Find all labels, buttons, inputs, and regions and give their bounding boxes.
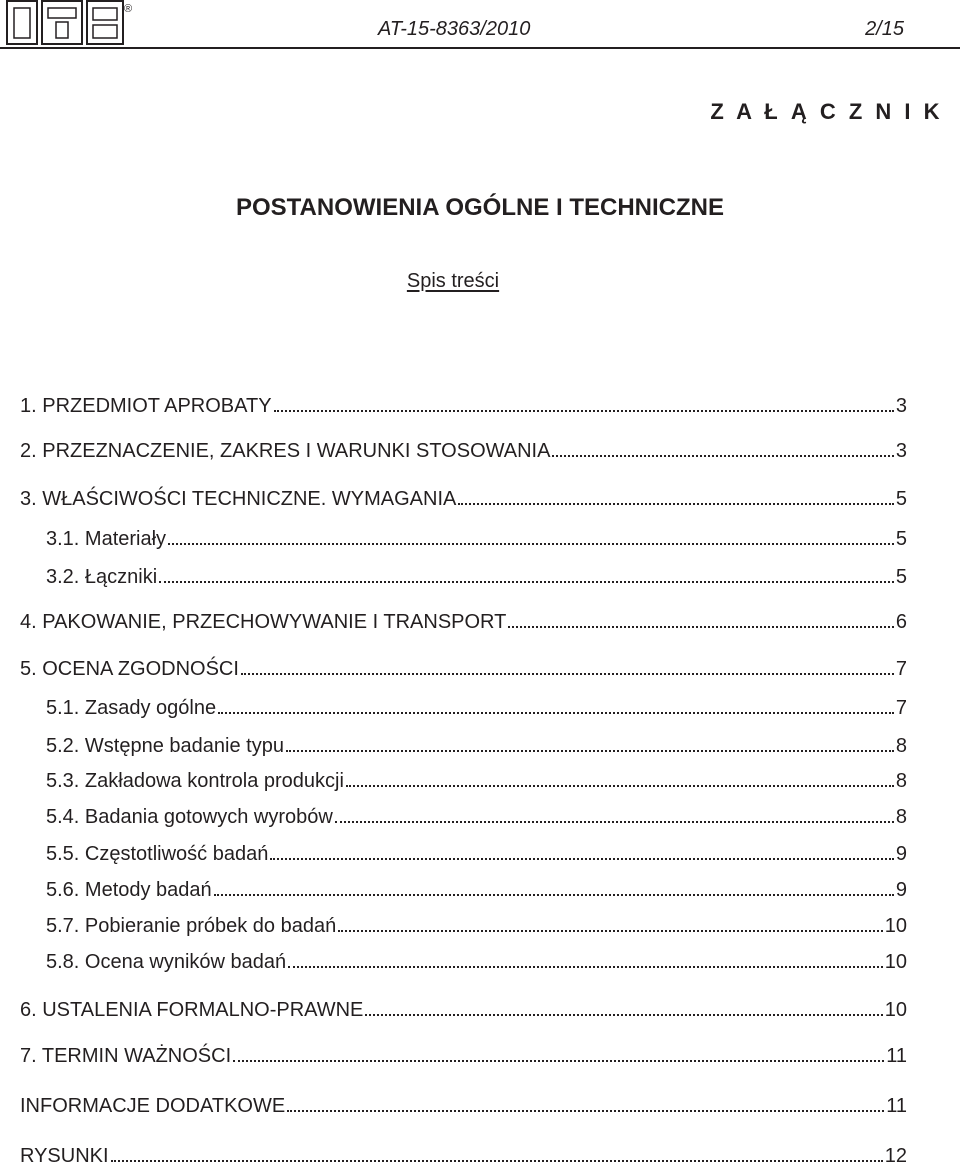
registered-mark: ®: [124, 3, 132, 15]
toc-entry[interactable]: [20, 438, 907, 464]
toc-entry[interactable]: [46, 733, 907, 759]
toc-entry-label: 5.5. Częstotliwość badań: [46, 843, 269, 865]
header-divider: [0, 47, 960, 49]
toc-entry-page: 10: [884, 951, 907, 973]
toc-entry[interactable]: [20, 393, 907, 419]
toc-entry[interactable]: [20, 656, 907, 682]
toc-dot-leader: [458, 503, 894, 505]
document-number: AT-15-8363/2010: [378, 18, 531, 40]
toc-entry-page: 5: [895, 488, 907, 510]
toc-entry-label: 6. USTALENIA FORMALNO-PRAWNE: [20, 999, 364, 1021]
toc-entry-label: 5.4. Badania gotowych wyrobów: [46, 806, 333, 828]
toc-entry-page: 6: [895, 611, 907, 633]
toc-entry-page: 8: [895, 806, 907, 828]
toc-entry[interactable]: [20, 1143, 907, 1169]
toc-entry[interactable]: [20, 609, 907, 635]
toc-dot-leader: [288, 966, 883, 968]
toc-dot-leader: [233, 1060, 884, 1062]
toc-heading-text: Spis treści: [406, 270, 500, 292]
toc-dot-leader: [218, 712, 894, 714]
toc-entry-label: RYSUNKI: [20, 1145, 109, 1167]
toc-entry-page: 8: [895, 770, 907, 792]
toc-dot-leader: [286, 750, 894, 752]
toc-dot-leader: [552, 455, 893, 457]
toc-dot-leader: [335, 821, 894, 823]
toc-entry[interactable]: [46, 804, 907, 830]
toc-entry-label: 5.3. Zakładowa kontrola produkcji: [46, 770, 344, 792]
toc-entry-label: 5.1. Zasady ogólne: [46, 697, 217, 719]
toc-entry[interactable]: [46, 564, 907, 590]
toc-entry-label: INFORMACJE DODATKOWE: [20, 1095, 286, 1117]
toc-entry-page: 10: [884, 999, 907, 1021]
annex-title: Z A Ł Ą C Z N I K: [710, 99, 943, 124]
toc-entry[interactable]: [46, 949, 907, 975]
toc-entry-page: 7: [895, 697, 907, 719]
toc-dot-leader: [214, 894, 894, 896]
toc-entry-page: 9: [895, 879, 907, 901]
toc-entry-label: 2. PRZEZNACZENIE, ZAKRES I WARUNKI STOSOWANIA: [20, 440, 551, 462]
toc-entry-label: 5. OCENA ZGODNOŚCI: [20, 658, 239, 680]
toc-entry-label: 5.2. Wstępne badanie typu: [46, 735, 284, 757]
toc-dot-leader: [346, 785, 894, 787]
toc-dot-leader: [270, 858, 894, 860]
toc-entry-page: 3: [895, 440, 907, 462]
document-title: POSTANOWIENIA OGÓLNE I TECHNICZNE: [235, 194, 724, 221]
toc-dot-leader: [274, 410, 894, 412]
toc-entry-page: 11: [886, 1045, 907, 1067]
toc-entry-label: 3. WŁAŚCIWOŚCI TECHNICZNE. WYMAGANIA: [20, 488, 457, 510]
toc-entry-page: 12: [884, 1145, 907, 1167]
toc-entry-page: 9: [895, 843, 907, 865]
toc-dot-leader: [338, 930, 883, 932]
toc-entry-page: 5: [895, 566, 907, 588]
toc-entry-page: 8: [895, 735, 907, 757]
toc-dot-leader: [168, 543, 894, 545]
toc-entry[interactable]: [46, 913, 907, 939]
toc-entry[interactable]: [20, 1093, 907, 1119]
toc-dot-leader: [241, 673, 894, 675]
toc-dot-leader: [159, 581, 894, 583]
toc-entry-page: 7: [895, 658, 907, 680]
toc-entry[interactable]: [20, 486, 907, 512]
toc-entry[interactable]: [20, 997, 907, 1023]
toc-entry-page: 3: [895, 395, 907, 417]
toc-entry[interactable]: [46, 841, 907, 867]
toc-entry[interactable]: [46, 877, 907, 903]
toc-entry-label: 5.6. Metody badań: [46, 879, 212, 901]
toc-dot-leader: [111, 1160, 883, 1162]
itb-logo-icon: [6, 0, 132, 46]
toc-heading: [0, 268, 906, 294]
toc-dot-leader: [287, 1110, 884, 1112]
toc-entry-label: 1. PRZEDMIOT APROBATY: [20, 395, 272, 417]
toc-entry-page: 11: [886, 1095, 907, 1117]
toc-entry-page: 10: [884, 915, 907, 937]
toc-entry[interactable]: [20, 1043, 907, 1069]
toc-entry-page: 5: [895, 528, 907, 550]
toc-entry[interactable]: [46, 526, 907, 552]
toc-entry-label: 3.1. Materiały: [46, 528, 167, 550]
page-number: 2/15: [865, 18, 904, 40]
toc-dot-leader: [365, 1014, 882, 1016]
toc-entry-label: 3.2. Łączniki: [46, 566, 158, 588]
toc-entry-label: 4. PAKOWANIE, PRZECHOWYWANIE I TRANSPORT: [20, 611, 507, 633]
toc-entry[interactable]: [46, 768, 907, 794]
toc-entry-label: 5.8. Ocena wyników badań: [46, 951, 287, 973]
toc-dot-leader: [508, 626, 894, 628]
toc-entry-label: 7. TERMIN WAŻNOŚCI: [20, 1045, 232, 1067]
toc-entry[interactable]: [46, 695, 907, 721]
toc-entry-label: 5.7. Pobieranie próbek do badań: [46, 915, 337, 937]
